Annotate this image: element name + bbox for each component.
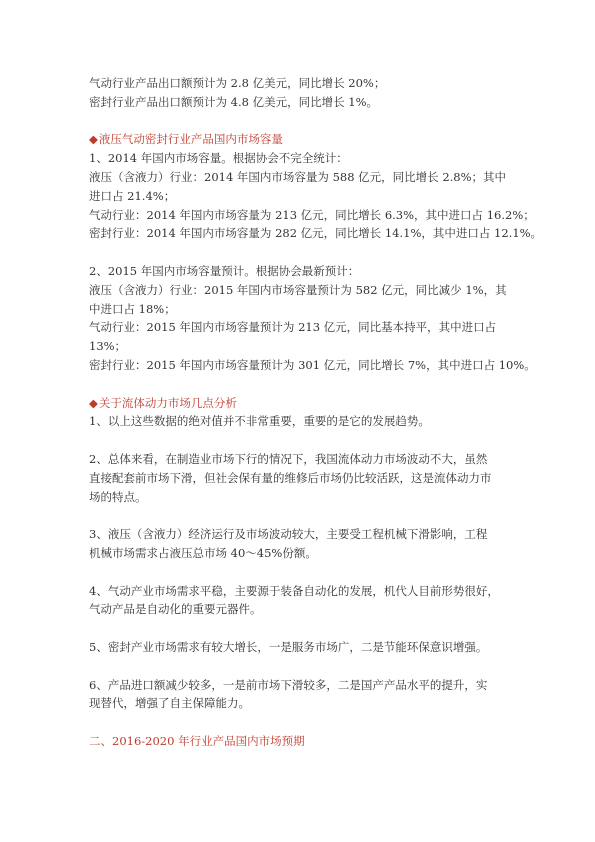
document-body — [89, 74, 543, 751]
diamond-bullet-icon: ◆ — [89, 132, 98, 147]
paragraph: 气动行业产品出口额预计为 2.8 亿美元，同比增长 20%； — [89, 76, 386, 90]
paragraph: 2、总体来看，在制造业市场下行的情况下，我国流体动力市场波动不大，虽然 — [89, 451, 488, 466]
paragraph: 机械市场需求占液压总市场 40～45%份额。 — [89, 545, 317, 560]
paragraph: 液压（含液力）行业：2015 年国内市场容量预计为 582 亿元，同比减少 1%，其 — [89, 282, 507, 297]
paragraph: 气动行业：2015 年国内市场容量预计为 213 亿元，同比基本持平，其中进口占 — [89, 320, 497, 335]
paragraph: 密封行业：2014 年国内市场容量为 282 亿元，同比增长 14.1%，其中进口占 12.1%。 — [89, 226, 543, 241]
paragraph: 密封行业：2015 年国内市场容量预计为 301 亿元，同比增长 7%，其中进口占 10%。 — [89, 357, 536, 372]
paragraph: 1、2014 年国内市场容量。根据协会不完全统计： — [89, 151, 348, 166]
paragraph: 6、产品进口额减少较多，一是前市场下滑较多，二是国产产品水平的提升，实 — [89, 677, 488, 692]
section-heading: ◆关于流体动力市场几点分析 — [89, 395, 237, 410]
paragraph: 13%； — [89, 339, 127, 354]
paragraph: 场的特点。 — [89, 489, 147, 504]
paragraph: 气动产品是自动化的重要元器件。 — [89, 602, 262, 617]
section-heading: ◆液压气动密封行业产品国内市场容量 — [89, 132, 283, 147]
paragraph: 中进口占 18%； — [89, 301, 176, 316]
paragraph: 2、2015 年国内市场容量预计。根据协会最新预计： — [89, 263, 360, 278]
paragraph: 进口占 21.4%； — [89, 188, 176, 203]
paragraph: 现替代，增强了自主保障能力。 — [89, 696, 250, 711]
diamond-bullet-icon: ◆ — [89, 395, 98, 410]
paragraph: 液压（含液力）行业：2014 年国内市场容量为 588 亿元，同比增长 2.8%；其中 — [89, 169, 507, 184]
paragraph: 1、以上这些数据的绝对值并不非常重要，重要的是它的发展趋势。 — [89, 414, 430, 429]
paragraph: 3、液压（含液力）经济运行及市场波动较大，主要受工程机械下滑影响，工程 — [89, 527, 488, 542]
section-heading: 二、2016-2020 年行业产品国内市场预期 — [89, 733, 305, 748]
paragraph: 直接配套前市场下滑，但社会保有量的维修后市场仍比较活跃，这是流体动力市 — [89, 470, 492, 485]
paragraph: 4、气动产业市场需求平稳，主要源于装备自动化的发展，机代人目前形势很好， — [89, 583, 499, 598]
paragraph: 5、密封产业市场需求有较大增长，一是服务市场广，二是节能环保意识增强。 — [89, 639, 488, 654]
paragraph: 密封行业产品出口额预计为 4.8 亿美元，同比增长 1%。 — [89, 94, 378, 109]
paragraph: 气动行业：2014 年国内市场容量为 213 亿元，同比增长 6.3%，其中进口占 16.2%； — [89, 207, 535, 222]
